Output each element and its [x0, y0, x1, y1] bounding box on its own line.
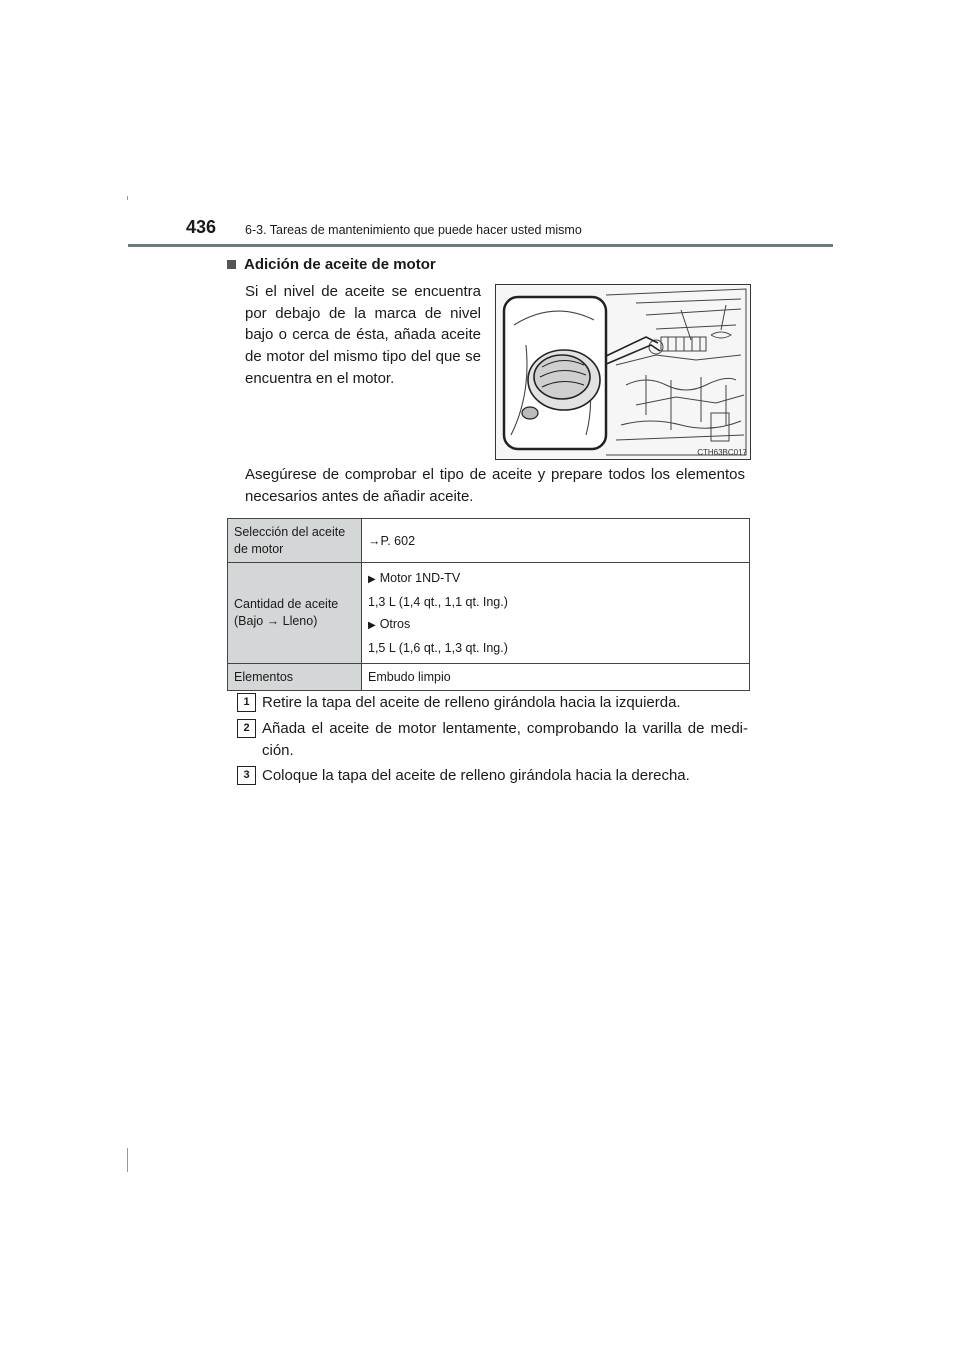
step-3 [237, 765, 748, 787]
section-title: 6-3. Tareas de mantenimiento que puede hacer usted mismo [245, 223, 582, 237]
table-label: Cantidad de aceite (Bajo → Lleno) [228, 563, 362, 664]
note-paragraph: Asegúrese de comprobar el tipo de aceite y prepare todos los elementos necesarios antes de añadir aceite. [245, 466, 745, 505]
step-number: 1 [237, 693, 256, 712]
step-text: Añada el aceite de motor lentamente, comprobando la varilla de medi-ción. [262, 720, 748, 759]
table-value: Embudo limpio [362, 664, 750, 691]
list-item [368, 613, 743, 637]
oil-cap-illustration [495, 284, 751, 460]
table-value [362, 563, 750, 664]
table-row [228, 519, 750, 563]
page-number: 436 [186, 217, 217, 237]
square-bullet-icon [227, 260, 236, 269]
subsection-heading-text: Adición de aceite de motor [244, 256, 436, 273]
figure-code: CTH63BC017 [697, 448, 747, 457]
header-rule [128, 244, 833, 247]
step-1 [237, 692, 748, 714]
page-header [0, 0, 960, 250]
list-item [368, 567, 743, 591]
engine-oil-cap-drawing [496, 285, 750, 459]
engine-type: Otros [379, 617, 411, 631]
engine-type: Motor 1ND-TV [379, 571, 461, 585]
triangle-bullet-icon: ▶ [368, 574, 376, 585]
margin-tick [127, 1148, 128, 1172]
intro-paragraph: Si el nivel de aceite se encuentra por debajo de la marca de nivel bajo o cerca de ésta, añada aceite de motor del mismo tipo del que se encuentra en el motor. [245, 283, 481, 387]
margin-tick [127, 196, 128, 200]
table-value: →P. 602 [362, 519, 750, 563]
table-row [228, 664, 750, 691]
table-label: Elementos [228, 664, 362, 691]
subsection-heading [227, 256, 436, 273]
step-text: Coloque la tapa del aceite de relleno girándola hacia la derecha. [262, 767, 690, 784]
table-row [228, 563, 750, 664]
step-2 [237, 718, 748, 761]
oil-spec-table [227, 518, 750, 691]
step-text: Retire la tapa del aceite de relleno girándola hacia la izquierda. [262, 694, 681, 711]
oil-quantity: 1,5 L (1,6 qt., 1,3 qt. Ing.) [368, 641, 508, 655]
table-label: Selección del aceite de motor [228, 519, 362, 563]
step-number: 3 [237, 766, 256, 785]
triangle-bullet-icon: ▶ [368, 620, 376, 631]
oil-quantity: 1,3 L (1,4 qt., 1,1 qt. Ing.) [368, 595, 508, 609]
step-number: 2 [237, 719, 256, 738]
